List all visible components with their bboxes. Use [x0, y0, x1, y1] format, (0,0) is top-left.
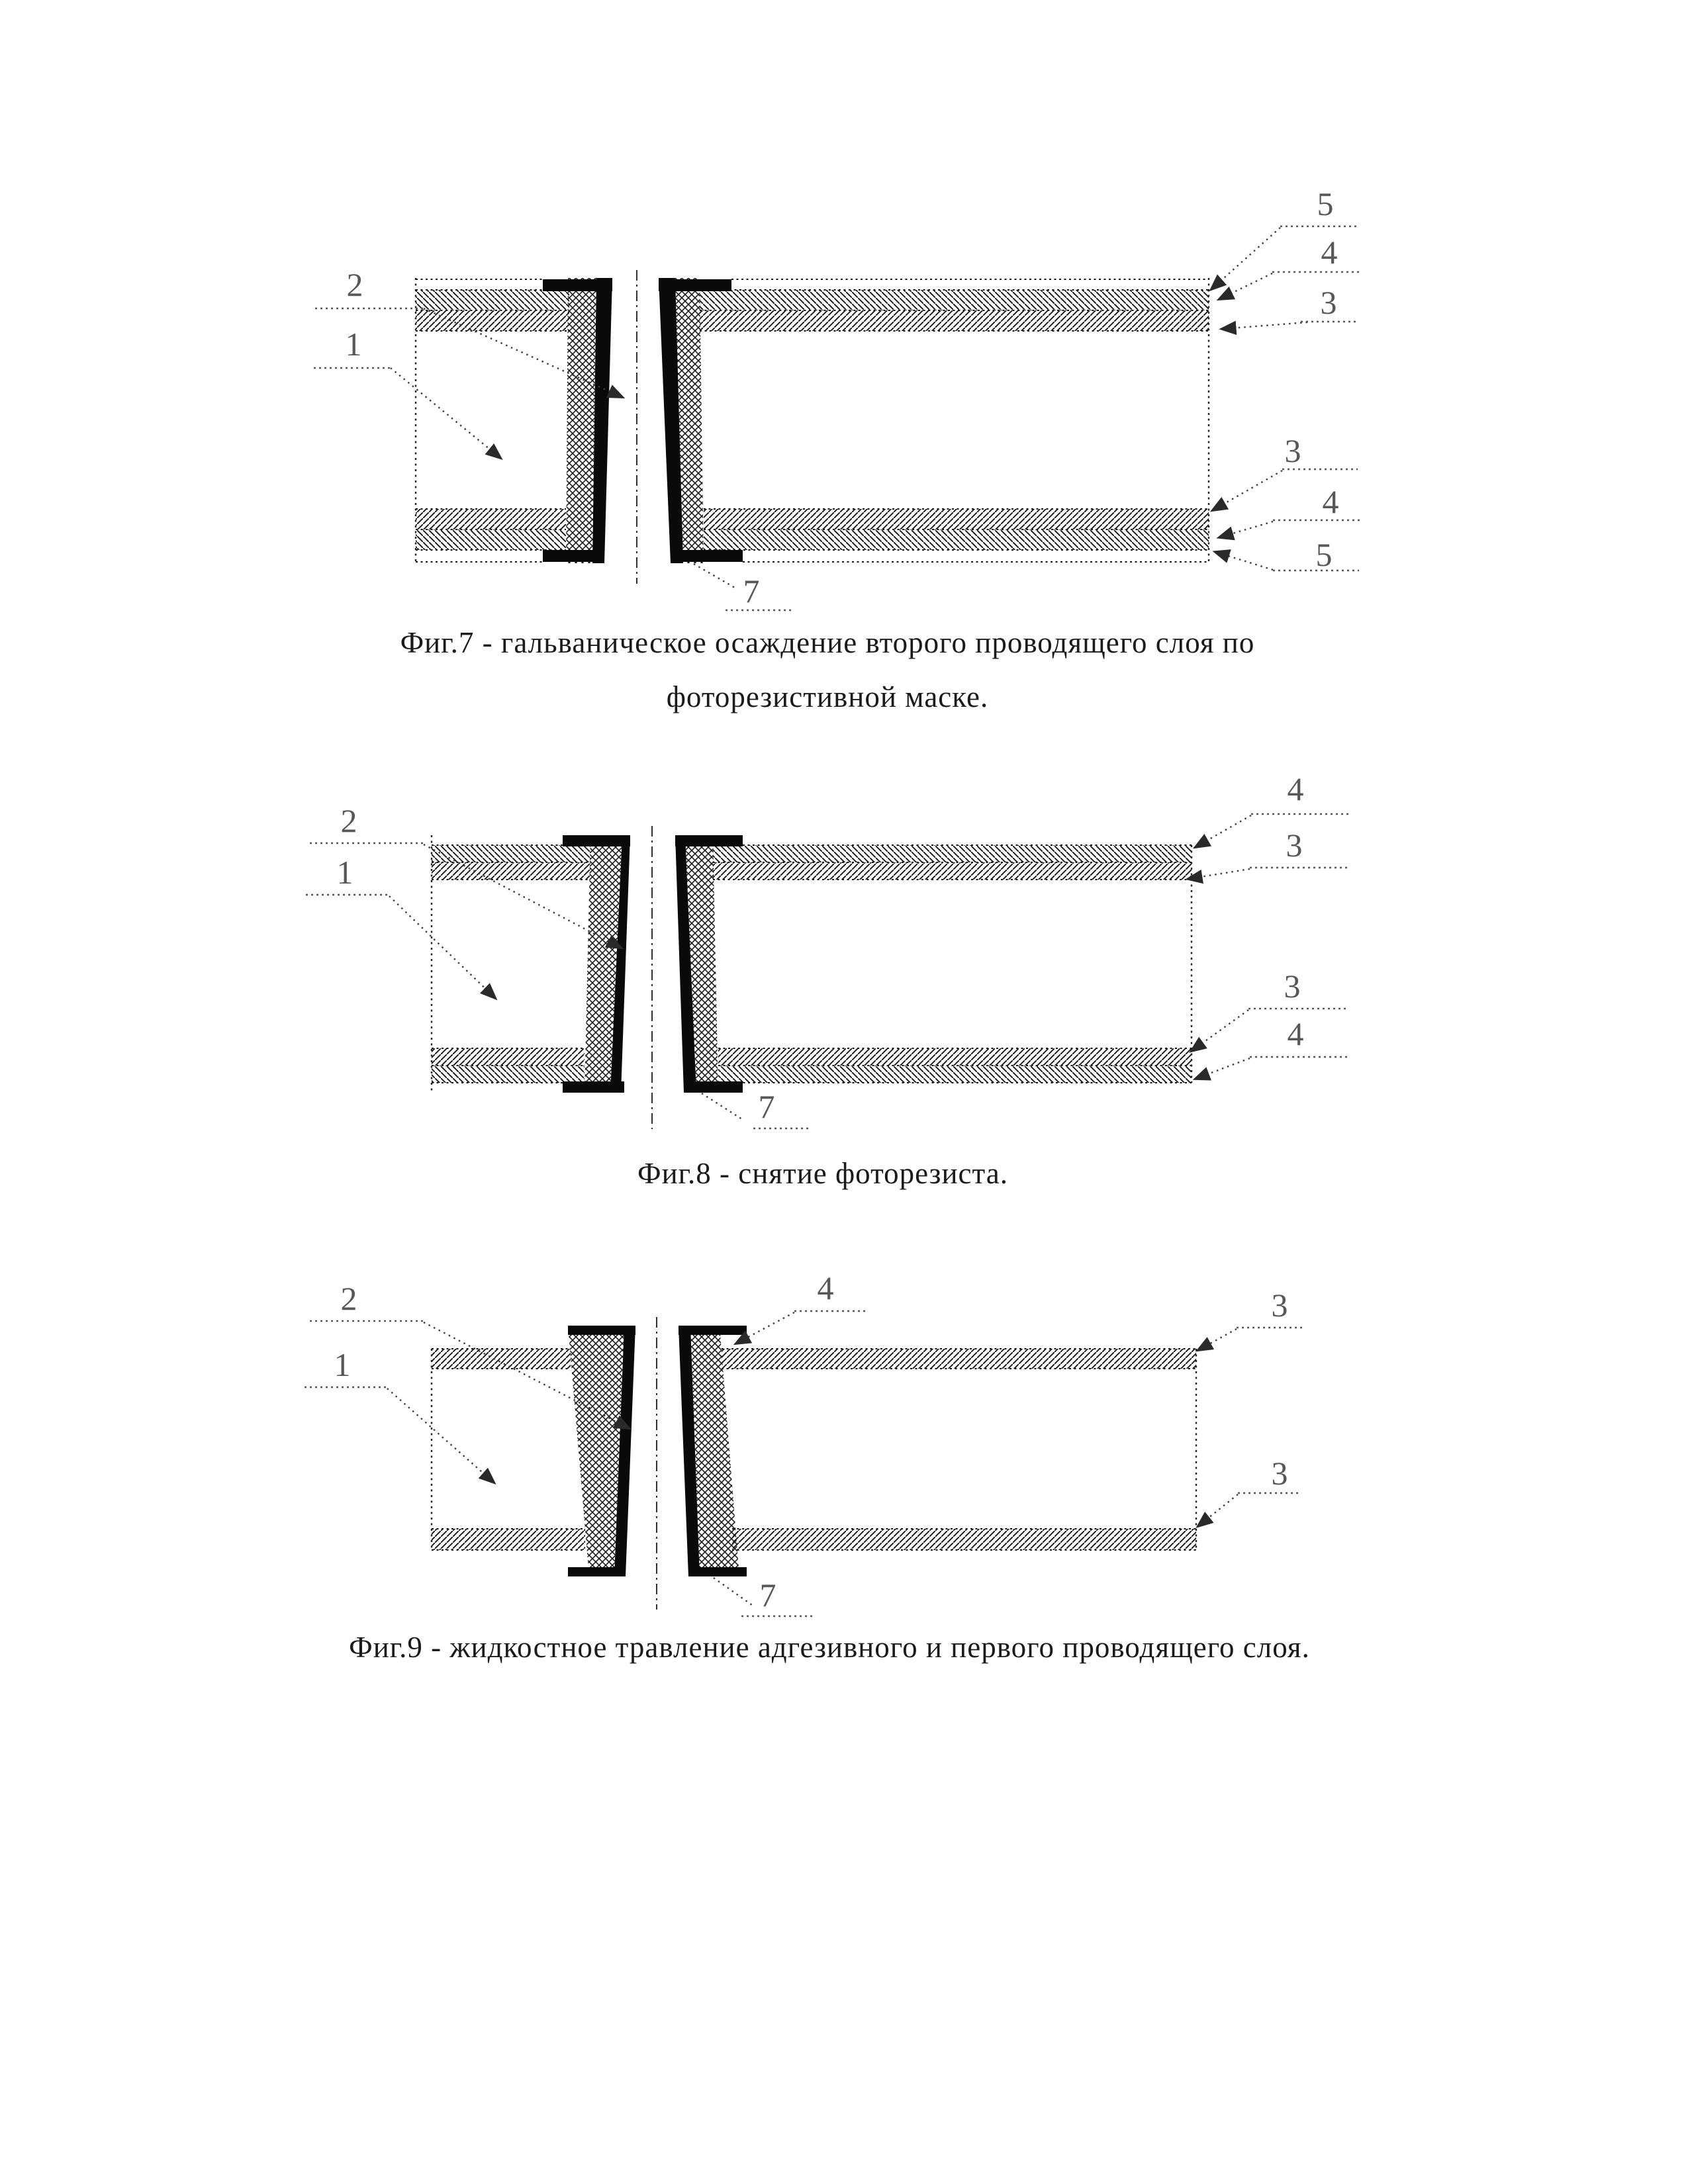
hatch-band — [713, 845, 1192, 862]
fig9-top-strip-right — [722, 1349, 1196, 1369]
fig8-callout-1: 1 — [336, 854, 353, 891]
fig9-leader-3-top — [1198, 1329, 1237, 1350]
fig7-caption — [288, 615, 1367, 724]
fig7-leader-4-bottom — [1219, 522, 1273, 537]
fig7-flange-top-left — [543, 279, 612, 291]
fig7-flange-bottom-left — [543, 550, 604, 562]
fig7-callout-5-bottom: 5 — [1315, 536, 1333, 573]
fig7-callout-4-top: 4 — [1321, 234, 1338, 271]
fig8-top-strip-right — [713, 845, 1192, 880]
hatch-band — [700, 310, 1209, 331]
fig9-top-strip-left — [432, 1349, 571, 1369]
hatch-band — [416, 290, 569, 310]
fig7-top-strip-right — [700, 290, 1209, 331]
fig7-callout-7: 7 — [743, 572, 760, 610]
hatch-band — [700, 290, 1209, 310]
fig7-flange-bottom-right — [671, 550, 743, 562]
hatch-band — [432, 1066, 585, 1083]
hatch-band — [432, 862, 590, 880]
fig8-callout-3-bottom: 3 — [1284, 968, 1301, 1005]
fig7-leader-7 — [694, 564, 735, 588]
fig9-callout-1: 1 — [334, 1346, 351, 1383]
fig8-flange-bottom-left — [563, 1081, 624, 1093]
fig8-flange-top-right — [675, 835, 743, 846]
fig9-callout-7: 7 — [759, 1576, 776, 1614]
fig9-callout-3-top: 3 — [1271, 1287, 1288, 1324]
fig9-caption — [290, 1620, 1369, 1674]
fig8-flange-bottom-right — [684, 1081, 743, 1093]
fig9-leader-7 — [714, 1578, 755, 1607]
hatch-band — [432, 845, 590, 862]
fig7-callout-1: 1 — [345, 326, 362, 363]
fig7-flange-top-right — [659, 279, 731, 291]
fig7-hole-wall-hatch-left — [566, 278, 596, 563]
fig7-callout-2: 2 — [346, 266, 363, 303]
fig7-leader-4-top — [1219, 273, 1272, 299]
fig8-leader-4-top — [1196, 815, 1251, 847]
fig8-callout-4-bottom: 4 — [1287, 1015, 1304, 1052]
hatch-band — [416, 529, 566, 550]
fig9-bottom-strip-right — [732, 1529, 1196, 1550]
hatch-band — [718, 1048, 1192, 1066]
fig8-caption — [283, 1146, 1362, 1201]
hatch-band — [704, 529, 1209, 550]
fig8-leader-3-top — [1188, 869, 1250, 879]
fig8-callout-2: 2 — [340, 802, 357, 839]
fig9-bottom-strip-left — [432, 1529, 585, 1550]
fig9-cap-bottom-right — [688, 1567, 747, 1576]
fig7-leader-5-top — [1211, 228, 1280, 289]
fig8-bottom-strip-left — [432, 1048, 585, 1083]
fig8-callout-4-top: 4 — [1287, 770, 1304, 807]
fig8-drawing — [306, 770, 1350, 1129]
fig8-leader-4-bottom — [1196, 1058, 1250, 1079]
fig9-callout-4: 4 — [817, 1269, 834, 1306]
hatch-band — [432, 1529, 585, 1550]
fig9-caption-line1: Фиг.9 - жидкостное травление адгезивного и первого проводящего слоя. — [349, 1631, 1310, 1664]
hatch-band — [718, 1066, 1192, 1083]
fig8-leader-1 — [389, 896, 495, 998]
fig9-cap-bottom-left — [568, 1567, 626, 1576]
fig7-caption-line1: Фиг.7 - гальваническое осаждение второго проводящего слоя по — [400, 626, 1255, 659]
fig9-leader-3-bottom — [1198, 1494, 1238, 1526]
fig7-leader-5-bottom — [1215, 552, 1273, 570]
fig9-cap-top-left — [568, 1326, 635, 1335]
hatch-band — [722, 1349, 1196, 1369]
fig8-leader-3-bottom — [1192, 1010, 1248, 1051]
fig8-caption-line1: Фиг.8 - снятие фоторезиста. — [637, 1157, 1008, 1190]
fig9-callout-2: 2 — [340, 1280, 357, 1317]
hatch-band — [416, 509, 566, 529]
fig7-callout-4-bottom: 4 — [1322, 483, 1339, 520]
fig8-callout-7: 7 — [758, 1088, 775, 1125]
fig7-bottom-strip-left — [416, 509, 566, 550]
fig8-top-strip-left — [432, 845, 590, 880]
hatch-band — [713, 862, 1192, 880]
fig7-leader-3-top — [1222, 322, 1307, 329]
fig8-flange-top-left — [563, 835, 630, 846]
fig8-leader-7 — [702, 1093, 744, 1120]
fig7-callout-3-bottom: 3 — [1284, 432, 1301, 469]
hatch-band — [432, 1349, 571, 1369]
hatch-band — [732, 1529, 1196, 1550]
fig7-callout-5-top: 5 — [1317, 185, 1334, 222]
fig8-bottom-strip-right — [718, 1048, 1192, 1083]
fig9-drawing — [305, 1269, 1305, 1616]
fig7-caption-line2: фоторезистивной маске. — [666, 680, 989, 713]
fig9-leader-1 — [387, 1388, 494, 1482]
fig7-bottom-strip-right — [704, 509, 1209, 550]
hatch-band — [704, 509, 1209, 529]
fig9-cap-top-right — [679, 1326, 747, 1335]
hatch-band — [432, 1048, 585, 1066]
fig7-callout-3-top: 3 — [1320, 284, 1337, 321]
fig7-leader-1 — [391, 368, 500, 458]
fig9-callout-3-bottom: 3 — [1271, 1455, 1288, 1492]
fig7-top-strip-left — [416, 290, 569, 331]
fig8-callout-3-top: 3 — [1286, 827, 1303, 864]
fig7-drawing — [314, 185, 1360, 610]
fig7-leader-3-bottom — [1213, 471, 1282, 510]
hatch-band — [416, 310, 569, 331]
